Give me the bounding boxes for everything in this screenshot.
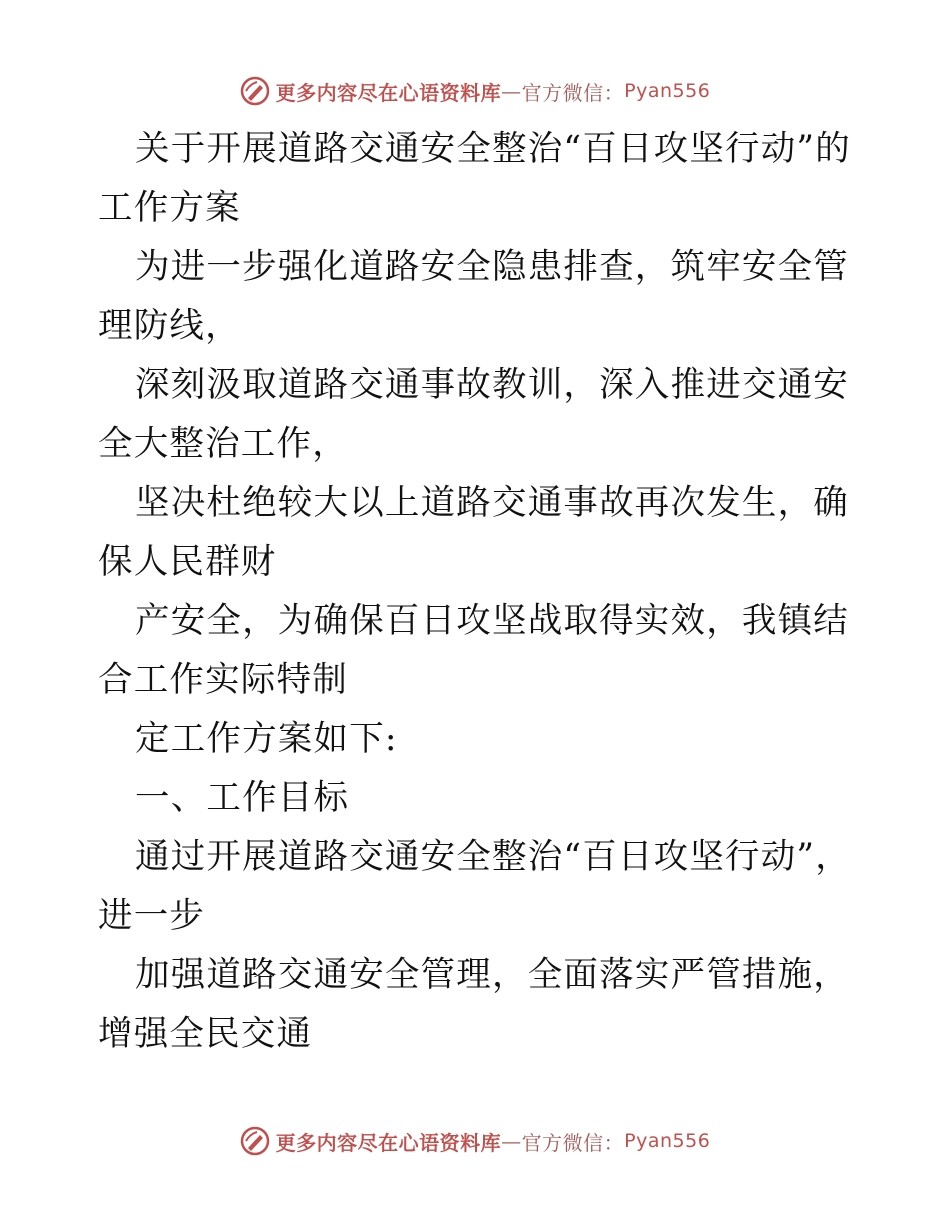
banner-dash: — (501, 79, 522, 103)
section-heading: 一、工作目标 (135, 778, 350, 818)
banner-text (276, 1127, 711, 1156)
document-body (98, 120, 858, 1064)
header-banner (0, 71, 950, 111)
pen-seal-icon (240, 76, 270, 106)
paragraph: 坚决杜绝较大以上道路交通事故再次发生，确保人民群财 (98, 483, 849, 582)
banner-brand: 更多内容尽在心语资料库 (275, 1130, 502, 1155)
paragraph: 定工作方案如下: (135, 719, 398, 759)
banner-dash: — (501, 1129, 522, 1153)
paragraph: 为进一步强化道路安全隐患排查，筑牢安全管理防线， (98, 247, 849, 346)
banner-account: Pyan556 (624, 1130, 711, 1152)
banner-brand: 更多内容尽在心语资料库 (275, 80, 502, 105)
pen-seal-icon (240, 1126, 270, 1156)
banner-account: Pyan556 (624, 80, 711, 102)
paragraph: 深刻汲取道路交通事故教训，深入推进交通安全大整治工作， (98, 365, 849, 464)
paragraph: 产安全，为确保百日攻坚战取得实效，我镇结合工作实际特制 (98, 601, 849, 700)
banner-official-label: 官方微信： (521, 80, 625, 105)
document-title: 关于开展道路交通安全整治“百日攻坚行动”的工作方案 (98, 129, 851, 228)
banner-official-label: 官方微信： (521, 1130, 625, 1155)
paragraph: 通过开展道路交通安全整治“百日攻坚行动”，进一步 (98, 837, 851, 936)
footer-banner (0, 1121, 950, 1161)
paragraph: 加强道路交通安全管理，全面落实严管措施，增强全民交通 (98, 955, 849, 1054)
banner-text (276, 77, 711, 106)
